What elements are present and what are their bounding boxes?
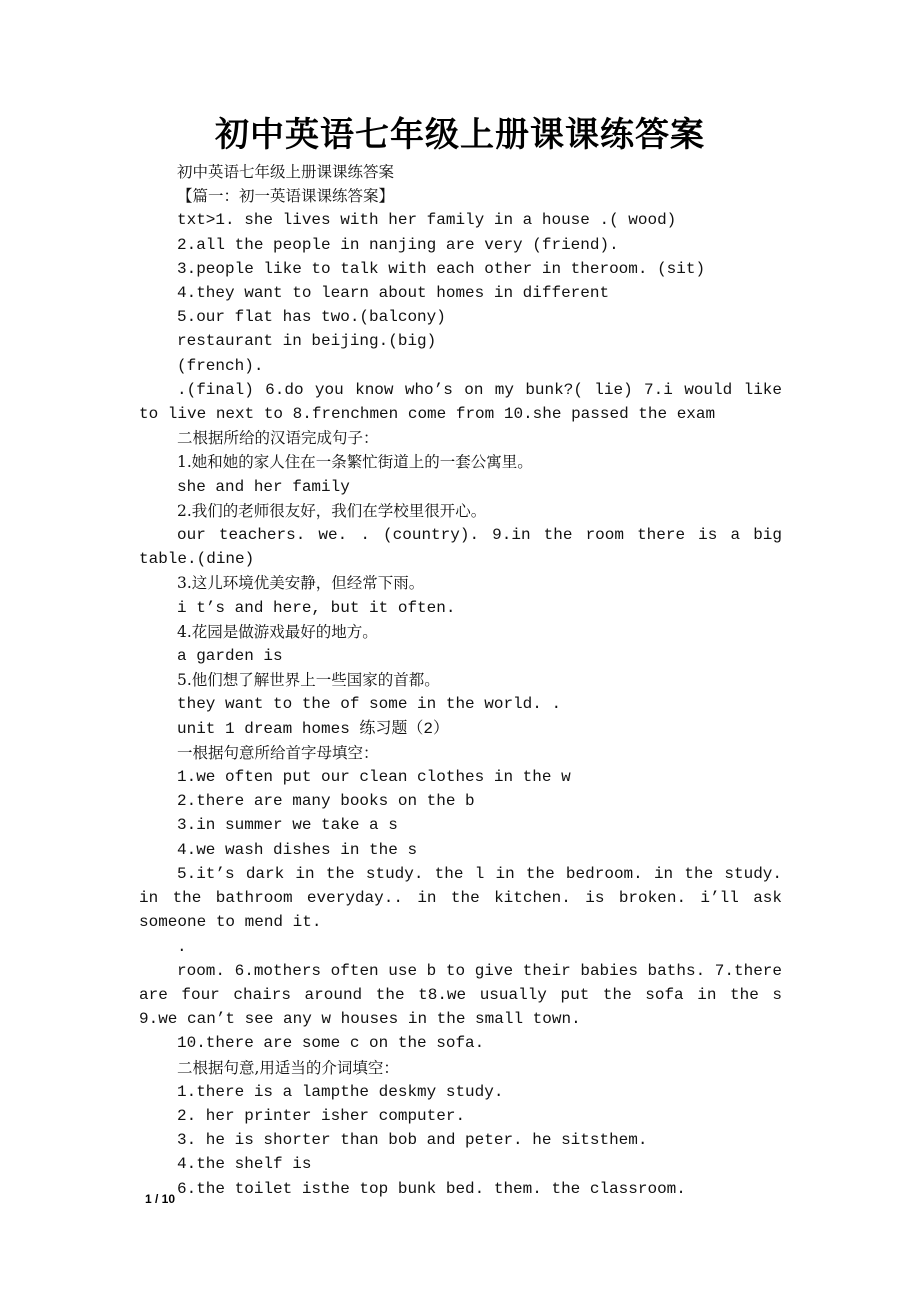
paragraph: i t’s and here, but it often. <box>177 598 456 617</box>
paragraph-section-heading: 二根据句意,用适当的介词填空： <box>177 1058 399 1077</box>
paragraph-section-heading: 一根据句意所给首字母填空： <box>177 743 379 762</box>
paragraph: 3.in summer we take a s <box>177 816 398 835</box>
document-body <box>139 160 782 1201</box>
paragraph: txt>1. she lives with her family in a house .( wood) <box>177 211 677 230</box>
paragraph-section-heading: 【篇一：初一英语课课练答案】 <box>177 187 395 206</box>
paragraph-unit-heading: unit 1 dream homes 练习题（2） <box>177 719 450 738</box>
paragraph: 2. her printer isher computer. <box>177 1106 466 1125</box>
paragraph: 4.花园是做游戏最好的地方。 <box>177 622 378 641</box>
paragraph: 1.她和她的家人住在一条繁忙街道上的一套公寓里。 <box>177 453 533 472</box>
paragraph-section-heading: 二根据所给的汉语完成句子： <box>177 429 379 448</box>
paragraph: 3.这儿环境优美安静，但经常下雨。 <box>177 574 425 593</box>
paragraph: 5.他们想了解世界上一些国家的首都。 <box>177 671 440 690</box>
paragraph: 5.it’s dark in the study. the l in the bedroom. in the study. in the bathroom everyday.. in the kitchen. is broken. i’ll ask someone to mend it. <box>139 864 782 932</box>
paragraph: 1.we often put our clean clothes in the w <box>177 768 571 787</box>
paragraph: 2.我们的老师很友好，我们在学校里很开心。 <box>177 501 487 520</box>
paragraph: room. 6.mothers often use b to give their babies baths. 7.there are four chairs around the t8.we usually put the sofa in the s 9.we can’t see any w houses in the small town. <box>139 961 782 1029</box>
paragraph: restaurant in beijing.(big) <box>177 332 437 351</box>
paragraph: 6.the toilet isthe top bunk bed. them. the classroom. <box>177 1179 686 1198</box>
paragraph-subtitle: 初中英语七年级上册课课练答案 <box>177 163 395 181</box>
paragraph: (french). <box>177 356 264 375</box>
document-title: 初中英语七年级上册课课练答案 <box>215 115 705 155</box>
paragraph: 10.there are some c on the sofa. <box>177 1034 485 1053</box>
paragraph: 4.we wash dishes in the s <box>177 840 418 859</box>
paragraph: 4.they want to learn about homes in different <box>177 284 610 303</box>
paragraph: 3. he is shorter than bob and peter. he sitsthem. <box>177 1131 648 1150</box>
paragraph: 5.our flat has two.(balcony) <box>177 308 446 327</box>
paragraph: she and her family <box>177 477 350 496</box>
paragraph: 4.the shelf is <box>177 1155 312 1174</box>
paragraph: they want to the of some in the world. . <box>177 695 562 714</box>
page-indicator: 1 / 10 <box>145 1192 176 1206</box>
paragraph: 2.all the people in nanjing are very (friend). <box>177 235 619 254</box>
paragraph: . <box>177 937 187 956</box>
paragraph: a garden is <box>177 647 283 666</box>
paragraph: .(final) 6.do you know who’s on my bunk?( lie) 7.i would like to live next to 8.frenchmen come from 10.she passed the exam <box>139 380 782 424</box>
paragraph: 2.there are many books on the b <box>177 792 475 811</box>
paragraph: 3.people like to talk with each other in theroom. (sit) <box>177 259 706 278</box>
paragraph: 1.there is a lampthe deskmy study. <box>177 1082 504 1101</box>
paragraph: our teachers. we. . (country). 9.in the room there is a big table.(dine) <box>139 526 782 569</box>
